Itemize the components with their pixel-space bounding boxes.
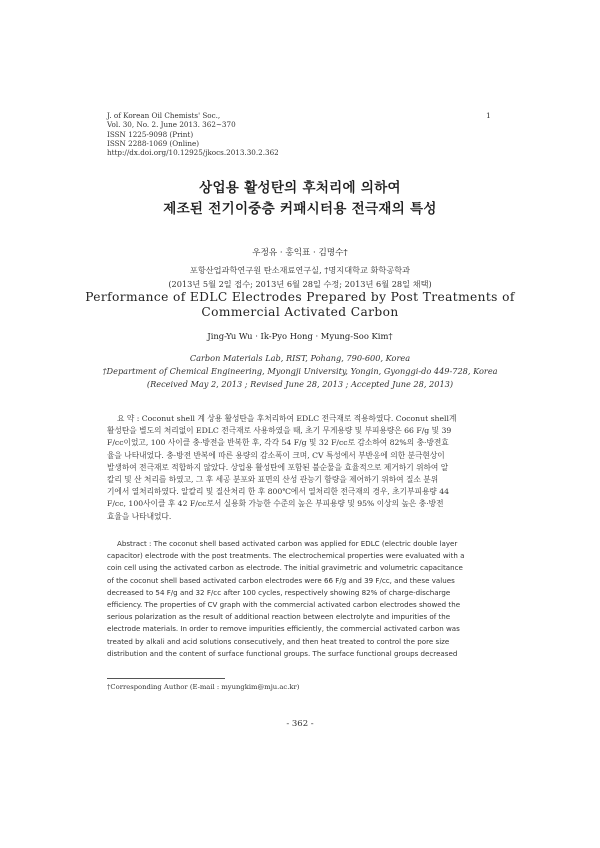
abstract-line: 칼리 및 산 처리를 하였고, 그 후 세공 분포와 표면의 산성 관능기 함량을 제어하기 위하여 질소 분위 [107, 475, 439, 485]
affiliation-english-2: †Department of Chemical Engineering, Myongji University, Yongin, Gyonggi-do 449-728, Korea [102, 366, 498, 376]
received-dates-korean: (2013년 5월 2일 접수; 2013년 6월 28일 수정; 2013년 6월 28일 채택) [168, 279, 432, 289]
title-korean-line-1: 상업용 활성탄의 후처리에 의하여 [199, 180, 401, 196]
abstract-english [107, 538, 492, 660]
abstract-line: 율을 나타내었다. 충·방전 반복에 따른 용량의 감소폭이 크며, CV 특성에서 부반응에 의한 분극현상이 [107, 450, 445, 460]
abstract-line: 효율을 나타내었다. [107, 511, 172, 521]
doi-link[interactable]: http://dx.doi.org/10.12925/jkocs.2013.30.2.362 [107, 148, 279, 158]
abstract-line: 활성탄을 별도의 처리없이 EDLC 전극재로 사용하였을 때, 초기 무게용량 및 부피용량은 66 F/g 및 39 [107, 426, 452, 436]
affiliation-english-1: Carbon Materials Lab, RIST, Pohang, 790-600, Korea [189, 353, 411, 363]
abstract-line: coin cell using the activated carbon as electrode. The initial gravimetric and volumetric capacitance [107, 563, 463, 573]
abstract-line: 요 약 : Coconut shell 계 상용 활성탄을 후처리하여 EDLC 전극재로 적용하였다. Coconut shell계 [117, 414, 457, 423]
abstract-line: electrode materials. In order to remove impurities efficiently, the commercial activated carbon was [107, 624, 460, 634]
abstract-line: 발생하여 전극재로 적합하지 않았다. 상업용 활성탄에 포함된 불순물을 효율적으로 제거하기 위하여 알 [107, 462, 449, 472]
abstract-line: distribution and the content of surface functional groups. The surface functional groups decreased [107, 648, 458, 658]
journal-line: ISSN 2288-1069 (Online) [107, 138, 200, 148]
abstract-line: Abstract : The coconut shell based activated carbon was applied for EDLC (electric double layer [117, 539, 458, 548]
corresponding-author-footnote: †Corresponding Author (E-mail : myungkim@mju.ac.kr) [107, 683, 300, 691]
abstract-line: serious polarization as the result of additional reaction between electrolyte and impurities of the [107, 612, 451, 622]
title-korean-line-2: 제조된 전기이중층 커패시터용 전극재의 특성 [163, 201, 437, 217]
received-dates-english: (Received May 2, 2013 ; Revised June 28, 2013 ; Accepted June 28, 2013) [146, 379, 454, 389]
abstract-korean [107, 413, 492, 523]
journal-info [107, 111, 279, 157]
abstract-line: F/cc이었고, 100 사이클 충·방전을 반복한 후, 각각 54 F/g 및 32 F/cc로 감소하여 82%의 충·방전효 [107, 438, 449, 448]
abstract-line: F/cc, 100사이클 후 42 F/cc로서 실용화 가능한 수준의 높은 부피용량 및 95% 이상의 높은 충·방전 [107, 499, 444, 509]
journal-line: Vol. 30, No. 2. June 2013. 362~370 [107, 120, 236, 130]
abstract-line: efficiency. The properties of CV graph with the commercial activated carbon electrodes showed the [107, 600, 461, 610]
title-english-line-1: Performance of EDLC Electrodes Prepared by Post Treatments of [85, 290, 515, 304]
affiliation-korean: 포항산업과학연구원 탄소재료연구실, †명지대학교 화학공학과 [189, 265, 411, 275]
authors-english: Jing-Yu Wu · Ik-Pyo Hong · Myung-Soo Kim† [207, 331, 393, 341]
abstract-line: decreased to 54 F/g and 32 F/cc after 100 cycles, respectively showing 82% of charge-discharge [107, 587, 451, 597]
abstract-line: capacitor) electrode with the post treatments. The electrochemical properties were evaluated with a [107, 551, 465, 561]
page-number-bottom: - 362 - [286, 719, 314, 729]
title-english-line-2: Commercial Activated Carbon [201, 305, 399, 319]
abstract-line: 기에서 열처리하였다. 알칼리 및 질산처리 한 후 800℃에서 열처리한 전극재의 경우, 초기부피용량 44 [107, 487, 450, 497]
footnote-divider [107, 678, 225, 679]
authors-korean: 우정유 · 홍익표 · 김명수† [252, 248, 348, 258]
page-number-top: 1 [486, 111, 491, 120]
journal-line: J. of Korean Oil Chemists' Soc., [107, 111, 221, 120]
abstract-line: treated by alkali and acid solutions consecutively, and then heat treated to control the pore size [107, 636, 450, 646]
abstract-line: of the coconut shell based activated carbon electrodes were 66 F/g and 39 F/cc, and these values [107, 575, 455, 585]
journal-line: ISSN 1225-9098 (Print) [107, 129, 194, 139]
